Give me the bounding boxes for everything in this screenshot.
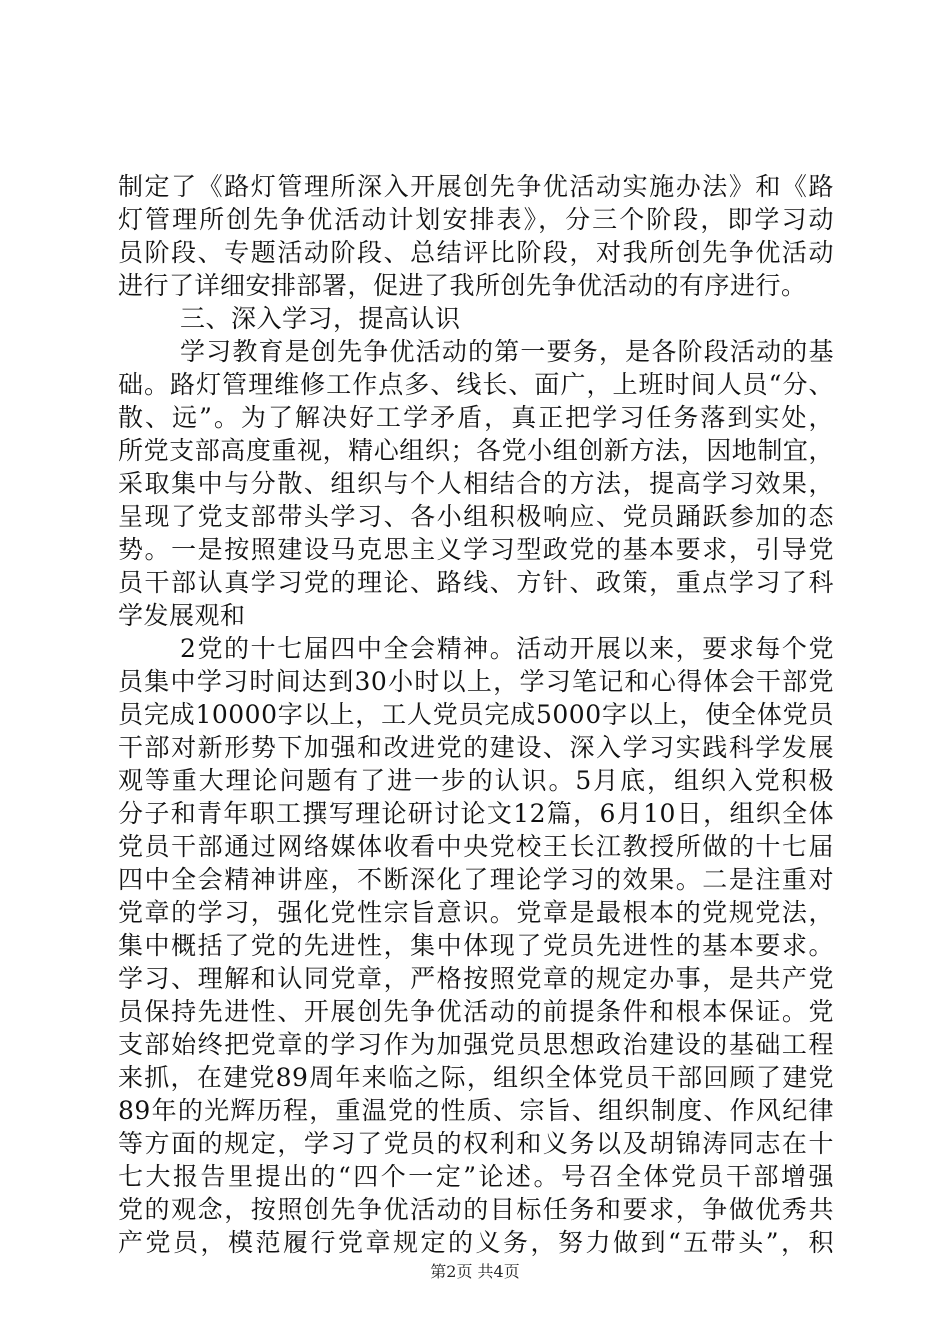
- text-line: 四中全会精神讲座，不断深化了理论学习的效果。二是注重对: [118, 865, 834, 894]
- text-line: 员完成10000字以上，工人党员完成5000字以上，使全体党员: [118, 700, 834, 729]
- text-line: 集中概括了党的先进性，集中体现了党员先进性的基本要求。: [118, 931, 834, 960]
- text-line: 所党支部高度重视，精心组织；各党小组创新方法，因地制宜，: [118, 436, 834, 465]
- text-line: 2党的十七届四中全会精神。活动开展以来，要求每个党: [180, 634, 834, 663]
- text-line: 员集中学习时间达到30小时以上，学习笔记和心得体会干部党: [118, 667, 834, 696]
- text-line: 党章的学习，强化党性宗旨意识。党章是最根本的党规党法，: [118, 898, 834, 927]
- text-line: 等方面的规定，学习了党员的权利和义务以及胡锦涛同志在十: [118, 1129, 834, 1158]
- text-line: 进行了详细安排部署，促进了我所创先争优活动的有序进行。: [118, 271, 807, 300]
- text-line: 础。路灯管理维修工作点多、线长、面广，上班时间人员“分、: [118, 370, 834, 399]
- text-line: 采取集中与分散、组织与个人相结合的方法，提高学习效果，: [118, 469, 834, 498]
- text-line: 员保持先进性、开展创先争优活动的前提条件和根本保证。党: [118, 997, 834, 1026]
- text-line: 党的观念，按照创先争优活动的目标任务和要求，争做优秀共: [118, 1195, 834, 1224]
- text-line: 散、远”。为了解决好工学矛盾，真正把学习任务落到实处，: [118, 403, 834, 432]
- text-line: 干部对新形势下加强和改进党的建设、深入学习实践科学发展: [118, 733, 834, 762]
- text-line: 分子和青年职工撰写理论研讨论文12篇，6月10日，组织全体: [118, 799, 834, 828]
- section-heading: 三、深入学习，提高认识: [180, 304, 461, 333]
- text-line: 灯管理所创先争优活动计划安排表》，分三个阶段，即学习动: [118, 205, 834, 234]
- text-line: 势。一是按照建设马克思主义学习型政党的基本要求，引导党: [118, 535, 834, 564]
- text-line: 呈现了党支部带头学习、各小组积极响应、党员踊跃参加的态: [118, 502, 834, 531]
- body-text: [118, 170, 834, 1259]
- text-line: 学发展观和: [118, 601, 246, 630]
- text-line: 学习、理解和认同党章，严格按照党章的规定办事，是共产党: [118, 964, 834, 993]
- text-line: 员阶段、专题活动阶段、总结评比阶段，对我所创先争优活动: [118, 238, 834, 267]
- text-line: 来抓，在建党89周年来临之际，组织全体党员干部回顾了建党: [118, 1063, 834, 1092]
- text-line: 七大报告里提出的“四个一定”论述。号召全体党员干部增强: [118, 1162, 834, 1191]
- page-footer: 第2页 共4页: [430, 1262, 520, 1281]
- text-line: 学习教育是创先争优活动的第一要务，是各阶段活动的基: [180, 337, 834, 366]
- text-line: 观等重大理论问题有了进一步的认识。5月底，组织入党积极: [118, 766, 834, 795]
- text-line: 党员干部通过网络媒体收看中央党校王长江教授所做的十七届: [118, 832, 834, 861]
- text-line: 员干部认真学习党的理论、路线、方针、政策，重点学习了科: [118, 568, 834, 597]
- text-line: 制定了《路灯管理所深入开展创先争优活动实施办法》和《路: [118, 172, 834, 201]
- text-line: 产党员，模范履行党章规定的义务，努力做到“五带头”，积: [118, 1228, 834, 1257]
- text-line: 支部始终把党章的学习作为加强党员思想政治建设的基础工程: [118, 1030, 834, 1059]
- text-line: 89年的光辉历程，重温党的性质、宗旨、组织制度、作风纪律: [118, 1096, 834, 1125]
